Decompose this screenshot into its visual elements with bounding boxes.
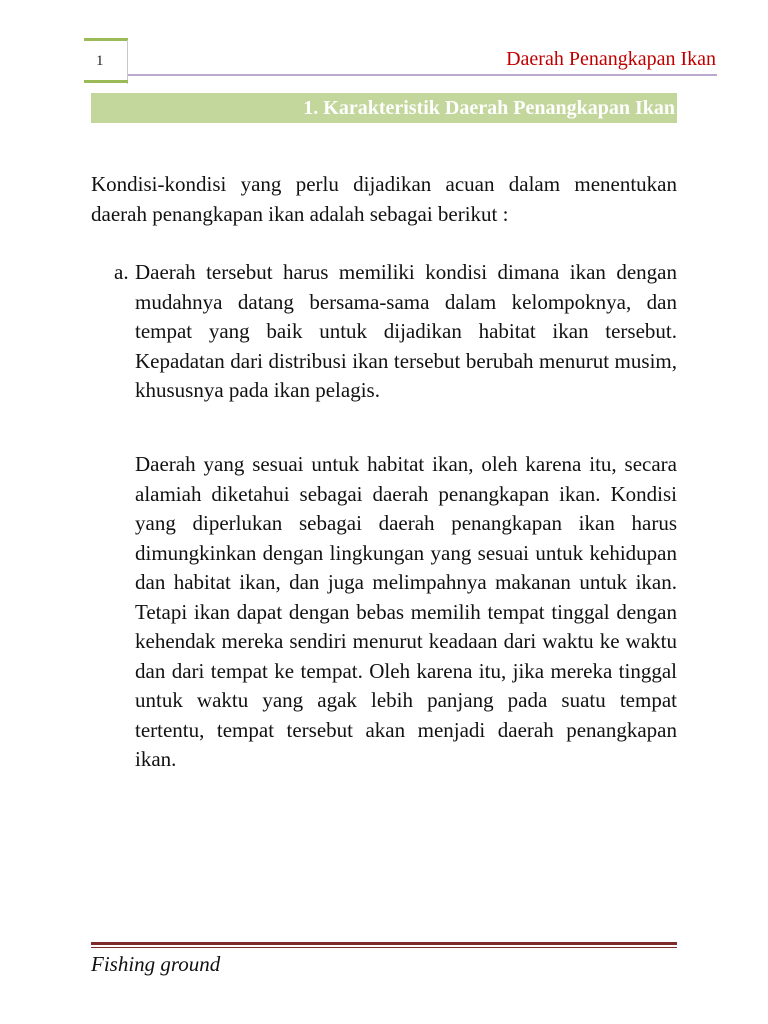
- intro-paragraph: Kondisi-kondisi yang perlu dijadikan acuan dalam menentukan daerah penangkapan ikan adalah sebagai berikut :: [91, 172, 677, 226]
- footer-rule-thin: [91, 947, 677, 948]
- page-number: 1: [96, 53, 104, 69]
- header-divider-vertical: [127, 40, 128, 84]
- list-item-marker: a.: [114, 260, 129, 284]
- body-paragraph: Daerah yang sesuai untuk habitat ikan, oleh karena itu, secara alamiah diketahui sebagai daerah penangkapan ikan. Kondisi yang diperlukan sebagai daerah penangkapan ikan harus dimungkinkan dengan lingkungan yang sesuai untuk kehidupan dan habitat ikan, dan juga melimpahnya makanan untuk ikan. Tetapi ikan dapat dengan bebas memilih tempat tinggal dengan kehendak mereka sendiri menurut keadaan dari waktu ke waktu dan dari tempat ke tempat. Oleh karena itu, jika mereka tinggal untuk waktu yang agak lebih panjang pada suatu tempat tertentu, tempat tersebut akan menjadi daerah penangkapan ikan.: [135, 452, 677, 771]
- footer-title: Fishing ground: [91, 952, 221, 976]
- section-heading: 1. Karakteristik Daerah Penangkapan Ikan: [91, 93, 677, 123]
- header-accent-top: [84, 38, 128, 41]
- footer-rule-thick: [91, 942, 677, 945]
- running-header-title: Daerah Penangkapan Ikan: [506, 48, 716, 70]
- header-rule: [128, 74, 717, 76]
- header-accent-bottom: [84, 80, 128, 83]
- list-item-text: Daerah tersebut harus memiliki kondisi dimana ikan dengan mudahnya datang bersama-sama dalam kelompoknya, dan tempat yang baik untuk dijadikan habitat ikan tersebut. Kepadatan dari distribusi ikan tersebut berubah menurut musim, khususnya pada ikan pelagis.: [135, 260, 677, 402]
